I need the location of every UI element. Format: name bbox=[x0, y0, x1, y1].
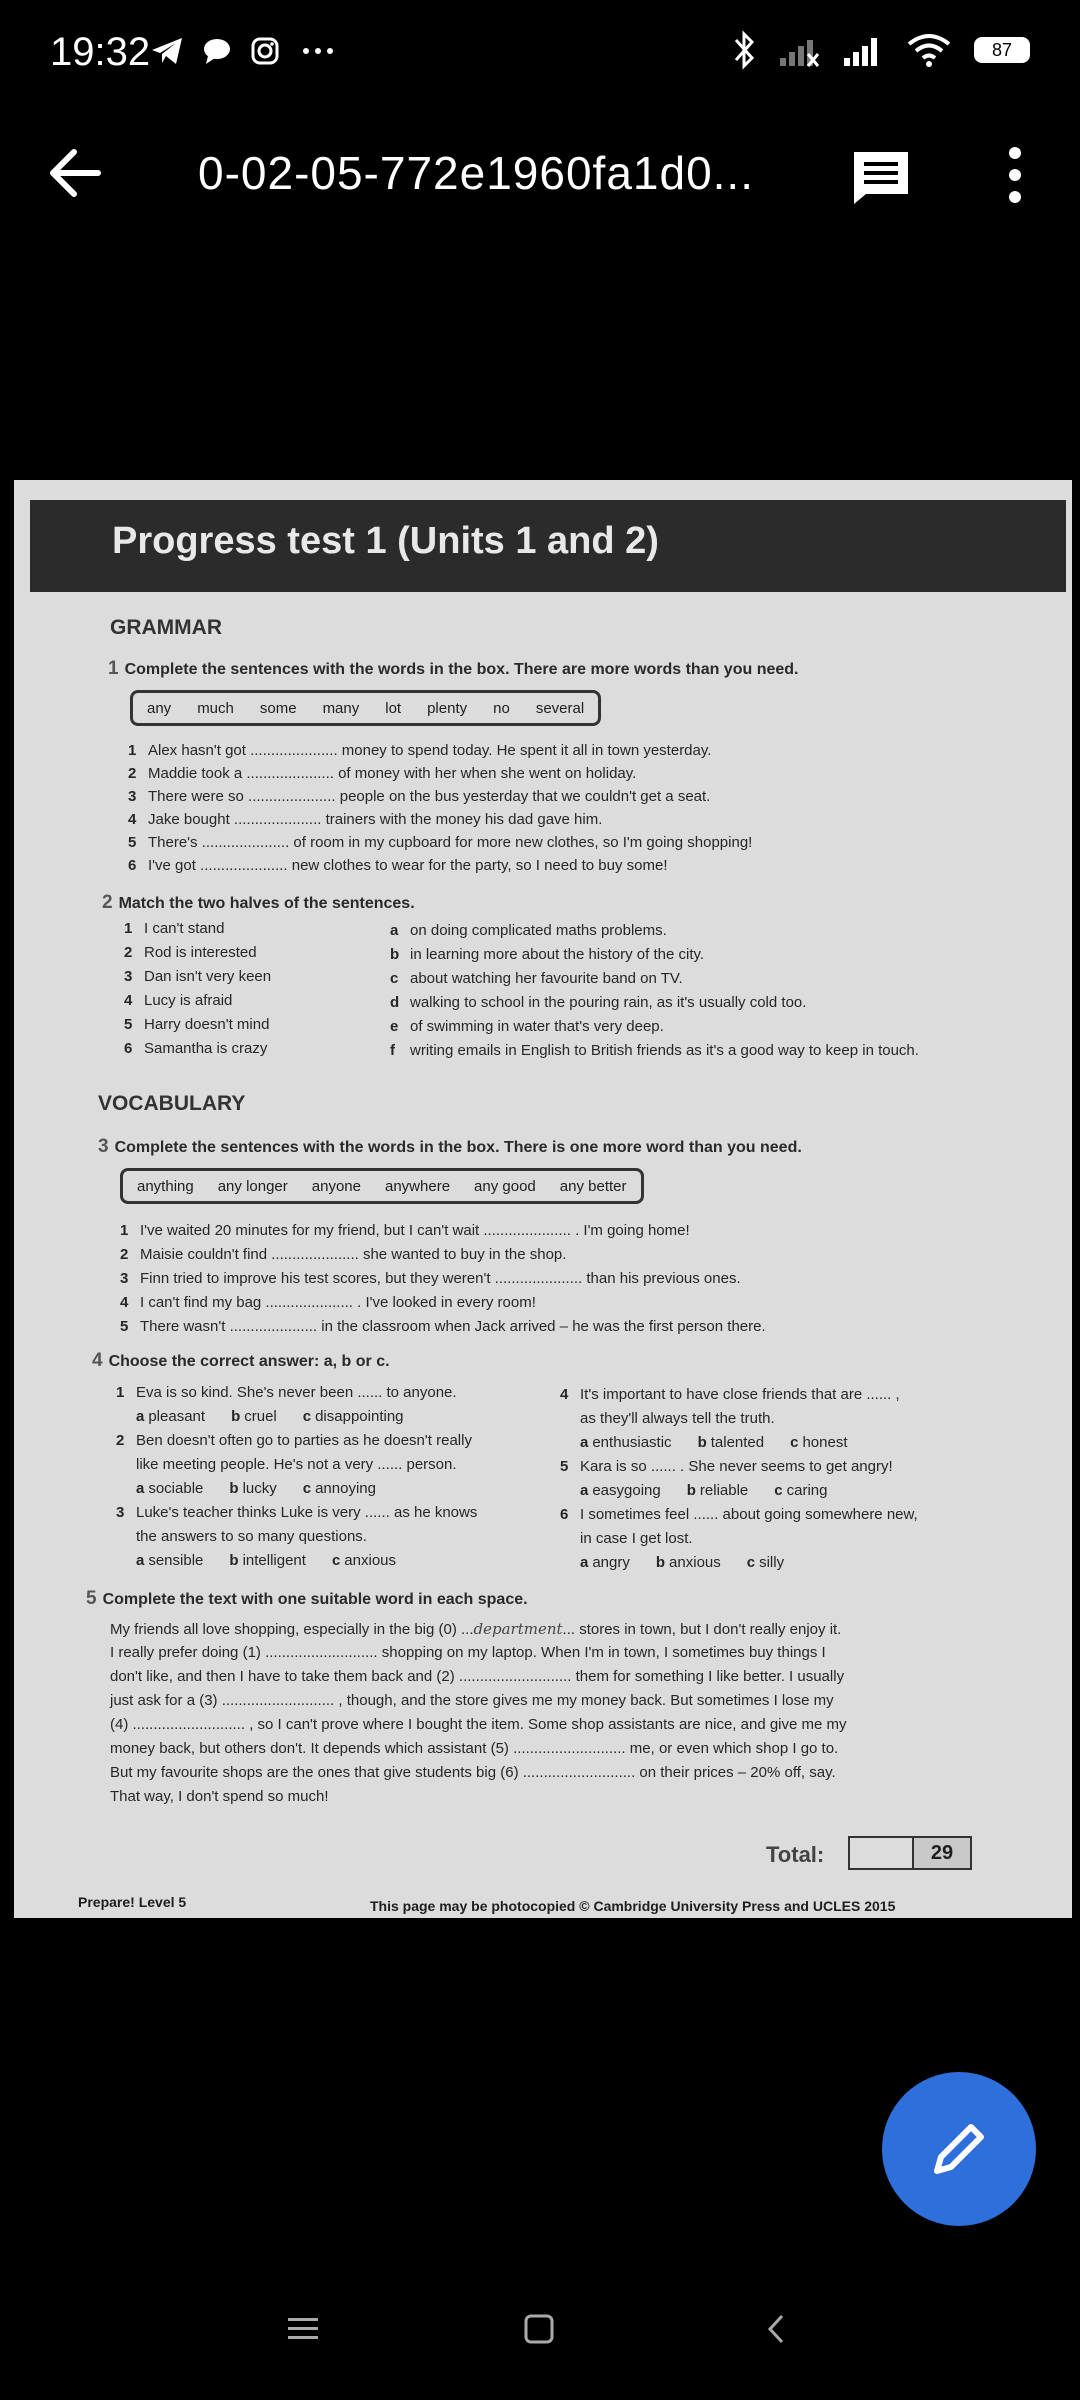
item-text: writing emails in English to British friends as it's a good way to keep in touch. bbox=[410, 1042, 919, 1059]
q3-item bbox=[120, 1294, 536, 1311]
q3-word-box bbox=[120, 1168, 644, 1204]
q4-item-cont bbox=[136, 1456, 457, 1473]
q1-word: several bbox=[535, 699, 585, 717]
q4-options bbox=[580, 1554, 810, 1571]
q3-word: anything bbox=[137, 1177, 194, 1195]
q5-text-line: That way, I don't spend so much! bbox=[110, 1788, 329, 1805]
item-text: in learning more about the history of the city. bbox=[410, 946, 705, 963]
q1-title-text: Complete the sentences with the words in the box. There are more words than you need. bbox=[124, 661, 799, 678]
item-text: Maddie took a ..................... of money with her when she went on holiday. bbox=[148, 765, 637, 782]
q3-item bbox=[120, 1318, 766, 1335]
q4-options bbox=[136, 1408, 430, 1425]
total-value: 29 bbox=[914, 1838, 970, 1868]
option-letter: c bbox=[790, 1434, 799, 1451]
item-text: Alex hasn't got ..................... money to spend today. He spent it all in town yesterday. bbox=[148, 742, 712, 759]
option-letter: a bbox=[580, 1554, 589, 1571]
item-text: Samantha is crazy bbox=[144, 1040, 268, 1057]
more-notifications-icon bbox=[298, 36, 338, 66]
document-image[interactable] bbox=[14, 480, 1072, 1918]
q5-text-line: I really prefer doing (1) ........................... shopping on my laptop. When I'm in town, I sometimes buy things I bbox=[110, 1644, 826, 1661]
item-text: like meeting people. He's not a very ...... person. bbox=[136, 1456, 457, 1473]
q5-text-line: just ask for a (3) ........................... , though, and the store gives me my money back. But sometimes I lose my bbox=[110, 1692, 834, 1709]
option-text: lucky bbox=[242, 1480, 277, 1497]
option-text: easygoing bbox=[592, 1482, 661, 1499]
option-letter: a bbox=[136, 1552, 145, 1569]
q1-number: 1 bbox=[108, 658, 119, 679]
option-text: honest bbox=[802, 1434, 848, 1451]
item-text: walking to school in the pouring rain, as it's usually cold too. bbox=[410, 994, 807, 1011]
q5-title bbox=[86, 1588, 528, 1610]
q2-title-text: Match the two halves of the sentences. bbox=[118, 895, 415, 912]
item-text: There were so ..................... people on the bus yesterday that we couldn't get a seat. bbox=[148, 788, 711, 805]
edit-fab[interactable] bbox=[882, 2072, 1036, 2226]
option-text: sensible bbox=[148, 1552, 204, 1569]
q4-item-cont bbox=[580, 1530, 693, 1547]
item-letter: c bbox=[390, 970, 399, 987]
q5-number: 5 bbox=[86, 1588, 97, 1609]
pencil-icon bbox=[927, 2117, 991, 2181]
item-letter: a bbox=[390, 922, 399, 939]
nav-menu-button[interactable] bbox=[278, 2304, 328, 2354]
q2-right-item bbox=[390, 1042, 919, 1059]
item-text: of swimming in water that's very deep. bbox=[410, 1018, 664, 1035]
q5-text-line: don't like, and then I have to take them back and (2) ........................... them for something I like better. I usually bbox=[110, 1668, 845, 1685]
item-text: It's important to have close friends that are ...... , bbox=[580, 1386, 900, 1403]
grammar-heading: GRAMMAR bbox=[110, 616, 222, 639]
option-text: annoying bbox=[315, 1480, 376, 1497]
signal-2-icon bbox=[842, 32, 884, 68]
q1-word: no bbox=[493, 699, 510, 717]
option-text: angry bbox=[592, 1554, 630, 1571]
item-number: 4 bbox=[128, 811, 137, 828]
option-letter: c bbox=[746, 1554, 756, 1571]
q4-item bbox=[560, 1386, 900, 1403]
instagram-icon bbox=[250, 36, 280, 66]
item-text: I've waited 20 minutes for my friend, but I can't wait ..................... . I'm going home! bbox=[140, 1222, 690, 1239]
option-text: sociable bbox=[148, 1480, 204, 1497]
item-text: I've got ..................... new clothes to wear for the party, so I need to buy some! bbox=[148, 857, 668, 874]
q2-right-item bbox=[390, 1018, 664, 1035]
q5-text-line bbox=[110, 1620, 841, 1638]
q2-right-item bbox=[390, 946, 704, 963]
item-text: on doing complicated maths problems. bbox=[410, 922, 667, 939]
q2-left-item bbox=[124, 1040, 267, 1057]
nav-home-button[interactable] bbox=[514, 2304, 564, 2354]
q2-left-item bbox=[124, 968, 271, 985]
option-text: disappointing bbox=[315, 1408, 404, 1425]
item-text: Harry doesn't mind bbox=[144, 1016, 270, 1033]
back-chevron-icon bbox=[762, 2312, 792, 2346]
q2-left-item bbox=[124, 1016, 269, 1033]
score-blank bbox=[850, 1838, 914, 1868]
item-number: 5 bbox=[120, 1318, 129, 1335]
item-letter: d bbox=[390, 994, 400, 1011]
q2-left-item bbox=[124, 944, 257, 961]
q4-number: 4 bbox=[92, 1350, 103, 1371]
q1-item bbox=[128, 834, 752, 851]
handwritten-answer: department bbox=[473, 1620, 563, 1638]
q4-item bbox=[116, 1432, 472, 1449]
battery-level: 87 bbox=[991, 39, 1013, 60]
item-number: 4 bbox=[560, 1386, 569, 1403]
option-letter: a bbox=[136, 1408, 145, 1425]
item-number: 4 bbox=[124, 992, 133, 1009]
q4-item bbox=[560, 1458, 893, 1475]
status-left-icons bbox=[150, 36, 338, 66]
item-text: Jake bought ..................... trainers with the money his dad gave him. bbox=[148, 811, 603, 828]
q5-text-line: (4) ........................... , so I can't prove where I bought the item. Some shop assistants are nice, and give me my bbox=[110, 1716, 847, 1733]
option-letter: c bbox=[331, 1552, 341, 1569]
nav-back-button[interactable] bbox=[752, 2304, 802, 2354]
option-text: reliable bbox=[699, 1482, 749, 1499]
q4-item-cont bbox=[136, 1528, 367, 1545]
q2-left-item bbox=[124, 992, 232, 1009]
bluetooth-icon bbox=[732, 30, 756, 70]
item-text: I sometimes feel ...... about going somewhere new, bbox=[580, 1506, 918, 1523]
item-number: 3 bbox=[124, 968, 133, 985]
option-letter: b bbox=[655, 1554, 666, 1571]
q1-item bbox=[128, 857, 668, 874]
item-number: 1 bbox=[120, 1222, 129, 1239]
q1-word: lot bbox=[385, 699, 402, 717]
option-text: talented bbox=[710, 1434, 765, 1451]
total-score-box bbox=[848, 1836, 972, 1870]
option-letter: b bbox=[231, 1408, 241, 1425]
option-text: silly bbox=[759, 1554, 785, 1571]
item-number: 2 bbox=[128, 765, 137, 782]
more-vert-icon[interactable] bbox=[990, 140, 1040, 210]
q3-title bbox=[98, 1136, 802, 1158]
telegram-icon bbox=[150, 36, 184, 66]
item-number: 6 bbox=[124, 1040, 133, 1057]
app-bar bbox=[0, 110, 1080, 230]
item-text: Dan isn't very keen bbox=[144, 968, 272, 985]
option-text: intelligent bbox=[242, 1552, 306, 1569]
item-letter: e bbox=[390, 1018, 399, 1035]
q1-title bbox=[108, 658, 798, 680]
item-number: 6 bbox=[128, 857, 137, 874]
option-letter: c bbox=[774, 1482, 783, 1499]
item-number: 2 bbox=[124, 944, 133, 961]
q1-word-box bbox=[130, 690, 601, 726]
item-text: about watching her favourite band on TV. bbox=[410, 970, 683, 987]
q4-item-cont bbox=[580, 1410, 775, 1427]
document-title: 0-02-05-772e1960fa1d0... bbox=[198, 147, 754, 199]
home-square-icon bbox=[522, 2312, 556, 2346]
item-number: 1 bbox=[128, 742, 137, 759]
back-arrow-icon[interactable] bbox=[40, 138, 110, 208]
q4-item bbox=[116, 1504, 477, 1521]
q3-item bbox=[120, 1222, 690, 1239]
option-letter: a bbox=[580, 1482, 589, 1499]
q4-title-text: Choose the correct answer: a, b or c. bbox=[108, 1353, 390, 1370]
option-letter: c bbox=[302, 1480, 312, 1497]
item-number: 6 bbox=[560, 1506, 569, 1523]
option-letter: a bbox=[136, 1480, 145, 1497]
q1-word: plenty bbox=[427, 699, 468, 717]
q4-item bbox=[560, 1506, 918, 1523]
q1-word: many bbox=[322, 699, 360, 717]
item-text: Finn tried to improve his test scores, but they weren't ..................... than his previous ones. bbox=[140, 1270, 741, 1287]
item-number: 3 bbox=[128, 788, 137, 805]
q1-item bbox=[128, 742, 711, 759]
option-text: caring bbox=[786, 1482, 828, 1499]
item-text: There wasn't ..................... in the classroom when Jack arrived – he was the first person there. bbox=[140, 1318, 766, 1335]
q3-word: any better bbox=[559, 1177, 627, 1195]
status-time: 19:32 bbox=[50, 30, 151, 74]
option-letter: b bbox=[686, 1482, 696, 1499]
item-number: 3 bbox=[120, 1270, 129, 1287]
q4-options bbox=[580, 1482, 853, 1499]
q3-title-text: Complete the sentences with the words in the box. There is one more word than you need. bbox=[114, 1139, 802, 1156]
item-text: in case I get lost. bbox=[580, 1530, 693, 1547]
item-number: 5 bbox=[124, 1016, 133, 1033]
item-text: Eva is so kind. She's never been ...... to anyone. bbox=[136, 1384, 457, 1401]
menu-icon bbox=[286, 2314, 320, 2344]
signal-1-icon bbox=[778, 32, 820, 68]
q3-word: any good bbox=[474, 1177, 536, 1195]
item-number: 3 bbox=[116, 1504, 125, 1521]
option-text: anxious bbox=[344, 1552, 396, 1569]
option-letter: b bbox=[229, 1480, 239, 1497]
q2-right-item bbox=[390, 994, 806, 1011]
q1-word: some bbox=[259, 699, 297, 717]
option-text: anxious bbox=[669, 1554, 721, 1571]
vocabulary-heading: VOCABULARY bbox=[98, 1092, 246, 1115]
q3-word: any longer bbox=[217, 1177, 288, 1195]
q4-options bbox=[136, 1480, 402, 1497]
chat-bubble-icon bbox=[202, 36, 232, 66]
item-text: I can't stand bbox=[144, 920, 225, 937]
item-number: 4 bbox=[120, 1294, 129, 1311]
q2-right-item bbox=[390, 922, 667, 939]
q4-title bbox=[92, 1350, 390, 1372]
q5-text-line: But my favourite shops are the ones that give students big (6) ........................... on their prices – 20% off, say. bbox=[110, 1764, 836, 1781]
status-right-icons bbox=[732, 30, 1030, 70]
q2-left-item bbox=[124, 920, 224, 937]
q1-word: any bbox=[147, 699, 172, 717]
footer-copyright: This page may be photocopied © Cambridge University Press and UCLES 2015 bbox=[370, 1898, 896, 1914]
q2-number: 2 bbox=[102, 892, 113, 913]
q1-item bbox=[128, 811, 602, 828]
item-text: Luke's teacher thinks Luke is very ...... as he knows bbox=[136, 1504, 478, 1521]
q1-item bbox=[128, 788, 710, 805]
comment-icon[interactable] bbox=[846, 142, 916, 212]
battery-indicator bbox=[974, 37, 1030, 63]
text-segment: ... stores in town, but I don't really enjoy it. bbox=[562, 1621, 842, 1638]
item-number: 2 bbox=[120, 1246, 129, 1263]
q5-text-line: money back, but others don't. It depends which assistant (5) ........................... me, or even which shop I go to. bbox=[110, 1740, 839, 1757]
option-letter: b bbox=[697, 1434, 707, 1451]
item-text: Kara is so ...... . She never seems to get angry! bbox=[580, 1458, 893, 1475]
option-letter: b bbox=[229, 1552, 239, 1569]
q3-word: anyone bbox=[311, 1177, 361, 1195]
q4-options bbox=[580, 1434, 874, 1451]
item-text: the answers to so many questions. bbox=[136, 1528, 367, 1545]
option-text: pleasant bbox=[148, 1408, 206, 1425]
q4-item bbox=[116, 1384, 457, 1401]
item-text: Rod is interested bbox=[144, 944, 257, 961]
item-letter: f bbox=[390, 1042, 395, 1059]
q2-right-item bbox=[390, 970, 683, 987]
item-number: 5 bbox=[128, 834, 137, 851]
text-segment: My friends all love shopping, especially in the big (0) ... bbox=[110, 1621, 474, 1638]
item-text: Maisie couldn't find ..................... she wanted to buy in the shop. bbox=[140, 1246, 567, 1263]
q3-item bbox=[120, 1246, 566, 1263]
q4-options bbox=[136, 1552, 422, 1569]
item-number: 1 bbox=[124, 920, 133, 937]
item-number: 5 bbox=[560, 1458, 569, 1475]
q3-item bbox=[120, 1270, 741, 1287]
status-bar bbox=[0, 0, 1080, 110]
item-number: 2 bbox=[116, 1432, 125, 1449]
wifi-icon bbox=[906, 32, 952, 68]
item-text: I can't find my bag ..................... . I've looked in every room! bbox=[140, 1294, 536, 1311]
q1-item bbox=[128, 765, 636, 782]
item-letter: b bbox=[390, 946, 400, 963]
option-letter: c bbox=[302, 1408, 312, 1425]
item-text: There's ..................... of room in my cupboard for more new clothes, so I'm going shopping! bbox=[148, 834, 753, 851]
item-number: 1 bbox=[116, 1384, 125, 1401]
system-nav-bar bbox=[0, 2290, 1080, 2370]
q3-number: 3 bbox=[98, 1136, 109, 1157]
test-title: Progress test 1 (Units 1 and 2) bbox=[112, 520, 659, 562]
item-text: Ben doesn't often go to parties as he doesn't really bbox=[136, 1432, 472, 1449]
q5-title-text: Complete the text with one suitable word in each space. bbox=[102, 1591, 528, 1608]
q1-word: much bbox=[197, 699, 234, 717]
option-text: cruel bbox=[244, 1408, 277, 1425]
option-letter: a bbox=[580, 1434, 589, 1451]
q3-word: anywhere bbox=[385, 1177, 451, 1195]
item-text: Lucy is afraid bbox=[144, 992, 233, 1009]
footer-level: Prepare! Level 5 bbox=[78, 1894, 187, 1910]
total-label: Total: bbox=[766, 1842, 825, 1867]
item-text: as they'll always tell the truth. bbox=[580, 1410, 775, 1427]
option-text: enthusiastic bbox=[592, 1434, 672, 1451]
q2-title bbox=[102, 892, 415, 914]
